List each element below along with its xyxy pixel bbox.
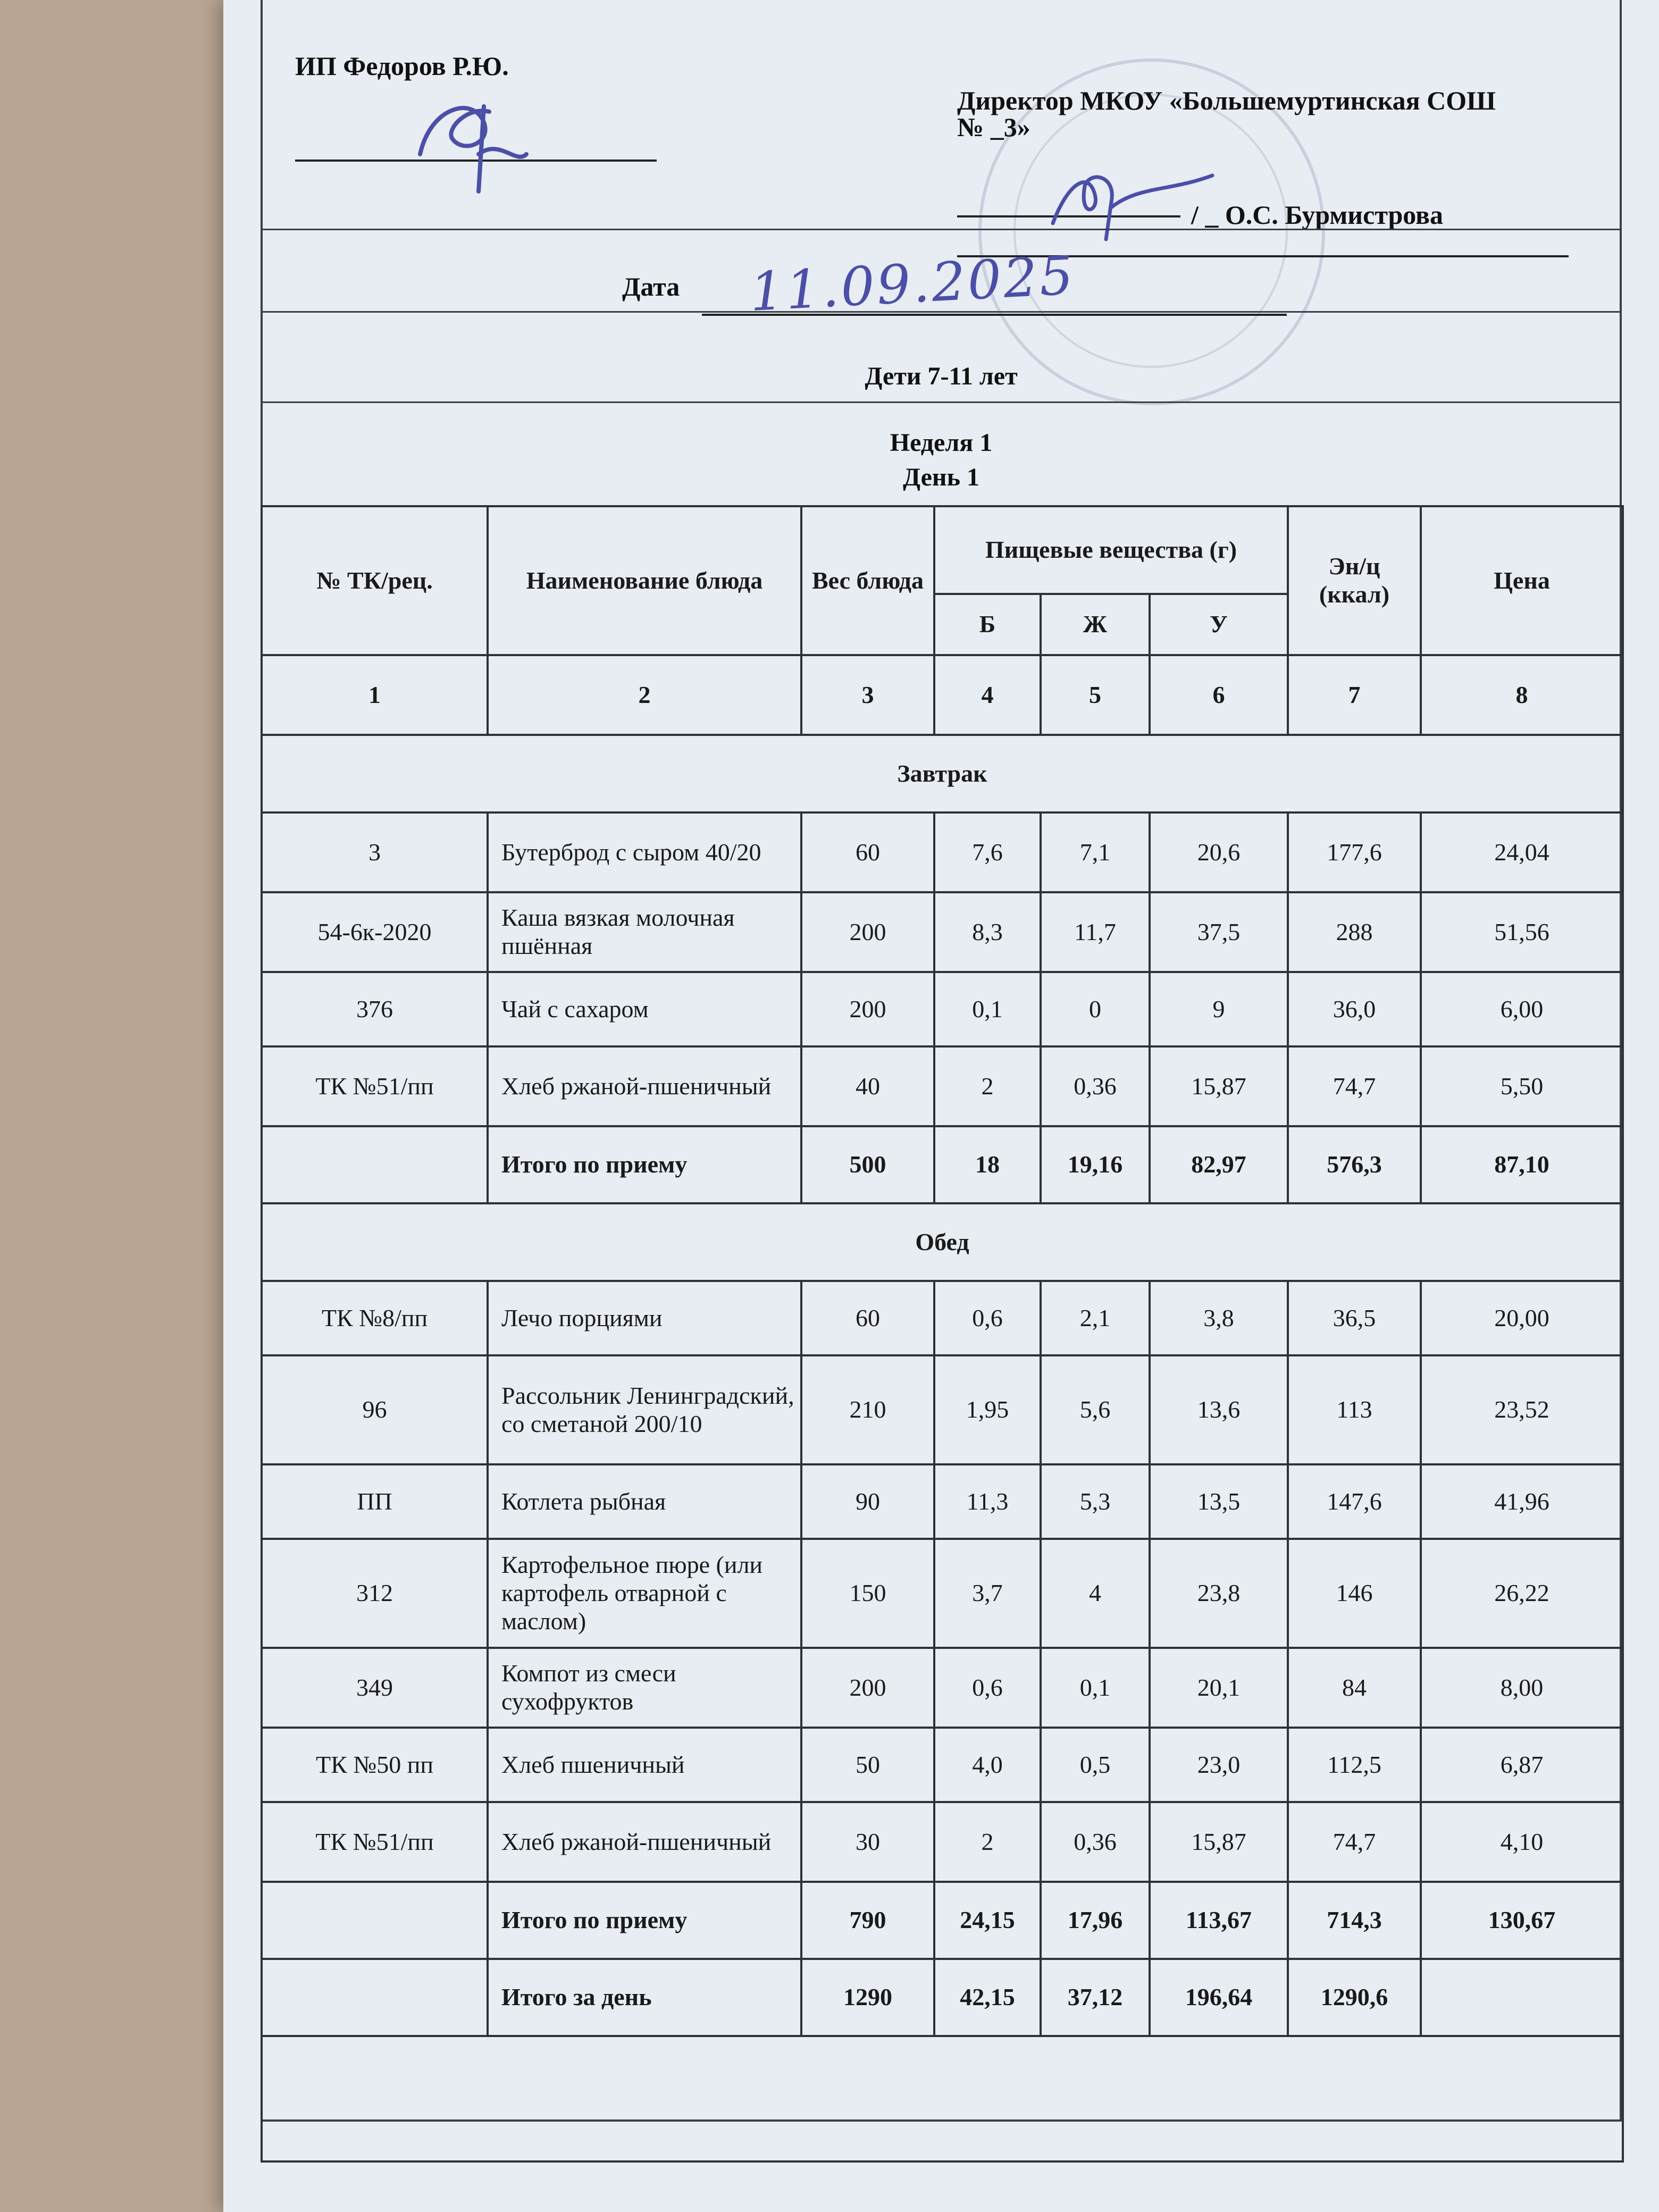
cell-name: Котлета рыбная bbox=[488, 1464, 801, 1539]
group-title: Дети 7-11 лет bbox=[865, 362, 1018, 390]
cell-energy: 177,6 bbox=[1288, 812, 1421, 892]
day-total-row bbox=[262, 1959, 1623, 2036]
total-u: 196,64 bbox=[1150, 1959, 1288, 2036]
cell-price: 23,52 bbox=[1421, 1355, 1623, 1464]
total-zh: 17,96 bbox=[1041, 1882, 1150, 1959]
cell-weight: 90 bbox=[801, 1464, 934, 1539]
menu-table bbox=[261, 505, 1624, 2163]
cell-price: 41,96 bbox=[1421, 1464, 1623, 1539]
cell-u: 20,6 bbox=[1150, 812, 1288, 892]
total-u: 82,97 bbox=[1150, 1126, 1288, 1203]
cell-zh: 2,1 bbox=[1041, 1281, 1150, 1355]
cell-b: 4,0 bbox=[934, 1728, 1041, 1802]
cell-name: Картофельное пюре (или картофель отварной с маслом) bbox=[488, 1539, 801, 1648]
cell-energy: 74,7 bbox=[1288, 1046, 1421, 1126]
cell-tk: 312 bbox=[262, 1539, 488, 1648]
cell-weight: 150 bbox=[801, 1539, 934, 1648]
total-label: Итого за день bbox=[488, 1959, 801, 2036]
blank-cell bbox=[262, 2036, 1623, 2161]
table-row bbox=[262, 1648, 1623, 1728]
director-signatory: / _ О.С. Бурмистрова bbox=[1191, 200, 1444, 230]
cell-name: Каша вязкая молочная пшённая bbox=[488, 892, 801, 972]
section-row bbox=[262, 1203, 1623, 1281]
cell-u: 3,8 bbox=[1150, 1281, 1288, 1355]
header-row bbox=[262, 506, 1623, 594]
total-weight: 1290 bbox=[801, 1959, 934, 2036]
table-row bbox=[262, 1464, 1623, 1539]
cell-energy: 84 bbox=[1288, 1648, 1421, 1728]
cell-u: 15,87 bbox=[1150, 1046, 1288, 1126]
section-row bbox=[262, 735, 1623, 812]
cell-b: 11,3 bbox=[934, 1464, 1041, 1539]
col-number: 1 bbox=[262, 655, 488, 735]
total-price: 87,10 bbox=[1421, 1126, 1623, 1203]
total-b: 18 bbox=[934, 1126, 1041, 1203]
date-label: Дата bbox=[622, 272, 680, 301]
cell-u: 9 bbox=[1150, 972, 1288, 1046]
cell-name: Хлеб пшеничный bbox=[488, 1728, 801, 1802]
cell-b: 0,1 bbox=[934, 972, 1041, 1046]
total-energy: 1290,6 bbox=[1288, 1959, 1421, 2036]
cell-weight: 200 bbox=[801, 1648, 934, 1728]
cell-weight: 200 bbox=[801, 892, 934, 972]
cell-u: 20,1 bbox=[1150, 1648, 1288, 1728]
cell-weight: 30 bbox=[801, 1802, 934, 1882]
cell-tk: ТК №51/пп bbox=[262, 1802, 488, 1882]
director-signature bbox=[1032, 149, 1234, 245]
cell-weight: 200 bbox=[801, 972, 934, 1046]
day-title: День 1 bbox=[903, 463, 979, 491]
cell-zh: 0,36 bbox=[1041, 1802, 1150, 1882]
table-row bbox=[262, 892, 1623, 972]
cell-b: 3,7 bbox=[934, 1539, 1041, 1648]
cell-u: 13,5 bbox=[1150, 1464, 1288, 1539]
total-weight: 500 bbox=[801, 1126, 934, 1203]
cell-energy: 36,5 bbox=[1288, 1281, 1421, 1355]
total-label: Итого по приему bbox=[488, 1882, 801, 1959]
header-divider bbox=[261, 229, 1622, 230]
cell-tk: ПП bbox=[262, 1464, 488, 1539]
cell-u: 15,87 bbox=[1150, 1802, 1288, 1882]
week-title: Неделя 1 bbox=[890, 429, 993, 457]
table-row bbox=[262, 1802, 1623, 1882]
cell-b: 0,6 bbox=[934, 1281, 1041, 1355]
col-number: 2 bbox=[488, 655, 801, 735]
cell-energy: 74,7 bbox=[1288, 1802, 1421, 1882]
cell-zh: 0 bbox=[1041, 972, 1150, 1046]
cell-zh: 0,5 bbox=[1041, 1728, 1150, 1802]
cell-weight: 40 bbox=[801, 1046, 934, 1126]
cell-b: 0,6 bbox=[934, 1648, 1041, 1728]
cell-energy: 288 bbox=[1288, 892, 1421, 972]
cell-tk: ТК №8/пп bbox=[262, 1281, 488, 1355]
total-energy: 714,3 bbox=[1288, 1882, 1421, 1959]
total-price bbox=[1421, 1959, 1623, 2036]
cell-name: Компот из смеси сухофруктов bbox=[488, 1648, 801, 1728]
cell-energy: 146 bbox=[1288, 1539, 1421, 1648]
col-number: 4 bbox=[934, 655, 1041, 735]
supplier-signature bbox=[399, 74, 558, 202]
cell-price: 51,56 bbox=[1421, 892, 1623, 972]
supplier-name: ИП Федоров Р.Ю. bbox=[295, 51, 509, 81]
col-zh-header: Ж bbox=[1041, 594, 1150, 655]
cell-zh: 11,7 bbox=[1041, 892, 1150, 972]
cell-name: Бутерброд с сыром 40/20 bbox=[488, 812, 801, 892]
total-energy: 576,3 bbox=[1288, 1126, 1421, 1203]
total-label: Итого по приему bbox=[488, 1126, 801, 1203]
cell-price: 5,50 bbox=[1421, 1046, 1623, 1126]
cell-b: 1,95 bbox=[934, 1355, 1041, 1464]
total-u: 113,67 bbox=[1150, 1882, 1288, 1959]
table-row bbox=[262, 812, 1623, 892]
breakfast-total-row bbox=[262, 1126, 1623, 1203]
cell-zh: 4 bbox=[1041, 1539, 1150, 1648]
cell-energy: 112,5 bbox=[1288, 1728, 1421, 1802]
cell-energy: 147,6 bbox=[1288, 1464, 1421, 1539]
cell-name: Чай с сахаром bbox=[488, 972, 801, 1046]
col-nutrients-header: Пищевые вещества (г) bbox=[934, 506, 1288, 594]
blank-row bbox=[262, 2036, 1623, 2161]
cell-price: 26,22 bbox=[1421, 1539, 1623, 1648]
cell-b: 7,6 bbox=[934, 812, 1041, 892]
handwritten-date: 11.09.2025 bbox=[748, 244, 1077, 323]
col-u-header: У bbox=[1150, 594, 1288, 655]
table-row bbox=[262, 1355, 1623, 1464]
col-tk-header: № ТК/рец. bbox=[262, 506, 488, 655]
cell-price: 6,87 bbox=[1421, 1728, 1623, 1802]
cell-energy: 113 bbox=[1288, 1355, 1421, 1464]
cell-u: 13,6 bbox=[1150, 1355, 1288, 1464]
cell-empty bbox=[262, 1959, 488, 2036]
cell-price: 24,04 bbox=[1421, 812, 1623, 892]
section-title: Завтрак bbox=[262, 735, 1623, 812]
cell-tk: 349 bbox=[262, 1648, 488, 1728]
table-row bbox=[262, 1046, 1623, 1126]
cell-name: Рассольник Ленинградский, со сметаной 200/10 bbox=[488, 1355, 801, 1464]
total-zh: 37,12 bbox=[1041, 1959, 1150, 2036]
table-row bbox=[262, 1539, 1623, 1648]
table-row bbox=[262, 1728, 1623, 1802]
cell-b: 8,3 bbox=[934, 892, 1041, 972]
cell-zh: 7,1 bbox=[1041, 812, 1150, 892]
cell-name: Хлеб ржаной-пшеничный bbox=[488, 1046, 801, 1126]
total-b: 42,15 bbox=[934, 1959, 1041, 2036]
cell-tk: ТК №51/пп bbox=[262, 1046, 488, 1126]
cell-weight: 60 bbox=[801, 812, 934, 892]
cell-tk: 96 bbox=[262, 1355, 488, 1464]
cell-name: Хлеб ржаной-пшеничный bbox=[488, 1802, 801, 1882]
cell-tk: 376 bbox=[262, 972, 488, 1046]
cell-u: 37,5 bbox=[1150, 892, 1288, 972]
total-weight: 790 bbox=[801, 1882, 934, 1959]
col-number: 3 bbox=[801, 655, 934, 735]
col-number: 7 bbox=[1288, 655, 1421, 735]
director-title-line1: Директор МКОУ «Большемуртинская СОШ bbox=[957, 86, 1496, 115]
cell-price: 8,00 bbox=[1421, 1648, 1623, 1728]
director-title-line2: № _3» bbox=[957, 112, 1030, 142]
column-number-row bbox=[262, 655, 1623, 735]
cell-zh: 5,3 bbox=[1041, 1464, 1150, 1539]
col-energy-header: Эн/ц (ккал) bbox=[1288, 506, 1421, 655]
cell-empty bbox=[262, 1126, 488, 1203]
group-divider bbox=[261, 401, 1622, 403]
cell-tk: 3 bbox=[262, 812, 488, 892]
cell-u: 23,0 bbox=[1150, 1728, 1288, 1802]
document-sheet bbox=[223, 0, 1659, 2212]
table-row bbox=[262, 1281, 1623, 1355]
cell-price: 6,00 bbox=[1421, 972, 1623, 1046]
col-number: 8 bbox=[1421, 655, 1623, 735]
cell-name: Лечо порциями bbox=[488, 1281, 801, 1355]
cell-weight: 50 bbox=[801, 1728, 934, 1802]
cell-b: 2 bbox=[934, 1802, 1041, 1882]
cell-price: 4,10 bbox=[1421, 1802, 1623, 1882]
total-price: 130,67 bbox=[1421, 1882, 1623, 1959]
total-zh: 19,16 bbox=[1041, 1126, 1150, 1203]
lunch-total-row bbox=[262, 1882, 1623, 1959]
cell-zh: 5,6 bbox=[1041, 1355, 1150, 1464]
cell-tk: 54-6к-2020 bbox=[262, 892, 488, 972]
col-price-header: Цена bbox=[1421, 506, 1623, 655]
cell-zh: 0,36 bbox=[1041, 1046, 1150, 1126]
cell-tk: ТК №50 пп bbox=[262, 1728, 488, 1802]
date-divider bbox=[261, 311, 1622, 313]
cell-zh: 0,1 bbox=[1041, 1648, 1150, 1728]
col-weight-header: Вес блюда bbox=[801, 506, 934, 655]
col-b-header: Б bbox=[934, 594, 1041, 655]
cell-empty bbox=[262, 1882, 488, 1959]
cell-u: 23,8 bbox=[1150, 1539, 1288, 1648]
cell-energy: 36,0 bbox=[1288, 972, 1421, 1046]
table-row bbox=[262, 972, 1623, 1046]
total-b: 24,15 bbox=[934, 1882, 1041, 1959]
section-title: Обед bbox=[262, 1203, 1623, 1281]
cell-weight: 210 bbox=[801, 1355, 934, 1464]
col-number: 6 bbox=[1150, 655, 1288, 735]
cell-price: 20,00 bbox=[1421, 1281, 1623, 1355]
col-number: 5 bbox=[1041, 655, 1150, 735]
cell-b: 2 bbox=[934, 1046, 1041, 1126]
cell-weight: 60 bbox=[801, 1281, 934, 1355]
col-name-header: Наименование блюда bbox=[488, 506, 801, 655]
